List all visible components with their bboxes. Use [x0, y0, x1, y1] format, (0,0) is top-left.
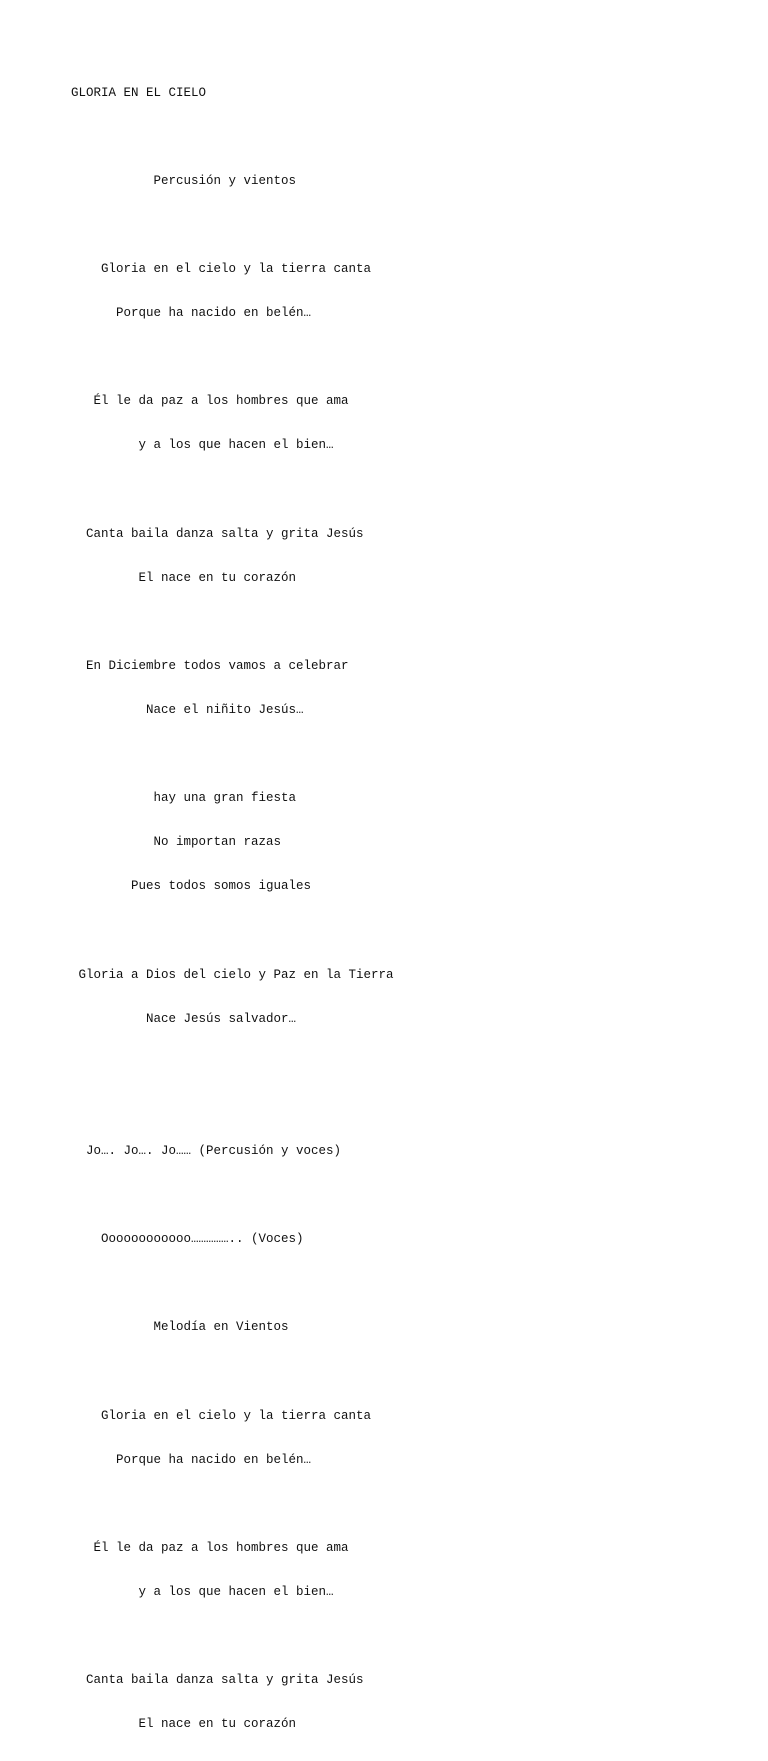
blank-line: [71, 615, 394, 630]
lyric-line: Porque ha nacido en belén…: [71, 306, 312, 321]
section-direction: Jo…. Jo…. Jo…… (Percusión y voces): [71, 1143, 342, 1158]
blank-line: [71, 1188, 394, 1203]
lyric-line: Gloria en el cielo y la tierra canta: [71, 262, 372, 277]
section-direction: Melodía en Vientos: [71, 1320, 289, 1335]
blank-line: [71, 218, 394, 233]
blank-line: [71, 1497, 394, 1512]
lyric-line: Porque ha nacido en belén…: [71, 1452, 312, 1467]
lyric-line: Gloria a Dios del cielo y Paz en la Tierra: [71, 967, 394, 982]
section-direction: Percusión y vientos: [71, 173, 297, 188]
lyric-line: Gloria en el cielo y la tierra canta: [71, 1408, 372, 1423]
blank-line: [71, 1100, 394, 1115]
lyric-line: Canta baila danza salta y grita Jesús: [71, 1673, 364, 1688]
section-direction: Oooooooooooo…………….. (Voces): [71, 1232, 304, 1247]
song-title: GLORIA EN EL CIELO: [71, 85, 207, 100]
lyric-line: Pues todos somos iguales: [71, 879, 312, 894]
lyric-line: hay una gran fiesta: [71, 791, 297, 806]
blank-line: [71, 1364, 394, 1379]
lyric-line: En Diciembre todos vamos a celebrar: [71, 658, 349, 673]
lyric-line: Él le da paz a los hombres que ama: [71, 1540, 349, 1555]
lyric-line: y a los que hacen el bien…: [71, 1584, 334, 1599]
lyric-line: El nace en tu corazón: [71, 570, 297, 585]
lyric-line: Nace el niñito Jesús…: [71, 703, 304, 718]
blank-line: [71, 483, 394, 498]
blank-line: [71, 130, 394, 145]
blank-line: [71, 350, 394, 365]
lyric-line: El nace en tu corazón: [71, 1717, 297, 1732]
lyric-line: Canta baila danza salta y grita Jesús: [71, 526, 364, 541]
lyric-line: y a los que hacen el bien…: [71, 438, 334, 453]
blank-line: [71, 1276, 394, 1291]
blank-line: [71, 923, 394, 938]
blank-line: [71, 747, 394, 762]
lyric-line: Nace Jesús salvador…: [71, 1011, 297, 1026]
song-lyrics: [71, 71, 394, 1761]
lyric-line: No importan razas: [71, 835, 282, 850]
blank-line: [71, 1629, 394, 1644]
blank-line: [71, 1056, 394, 1071]
lyric-line: Él le da paz a los hombres que ama: [71, 394, 349, 409]
